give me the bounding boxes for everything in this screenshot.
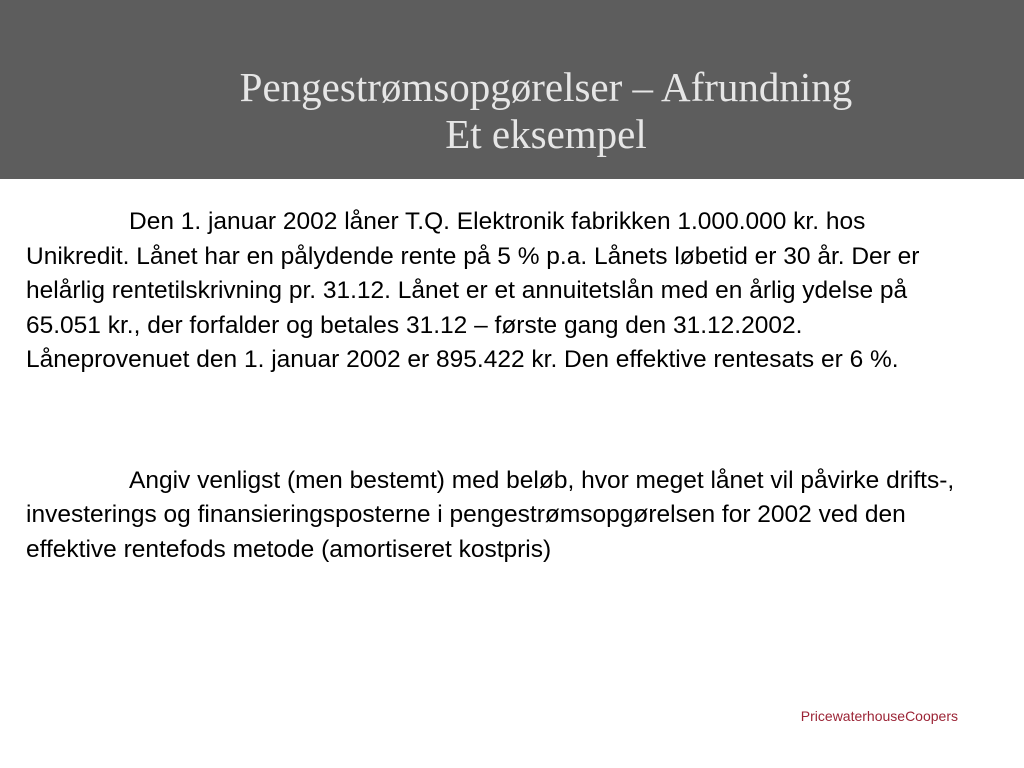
footer-brand: PricewaterhouseCoopers [800,708,958,724]
title-bar [0,0,1024,179]
slide-body [26,205,971,567]
slide-title [0,64,1024,158]
paragraph-loan-description: Den 1. januar 2002 låner T.Q. Elektronik fabrikken 1.000.000 kr. hos Unikredit. Lånet har en pålydende rente på 5 % p.a. Lånets løbetid er 30 år. Der er helårlig rentetilskrivning pr. 31.12. Lånet er et annuitetslån med en årlig ydelse på 65.051 kr., der forfalder og betales 31.12 – første gang den 31.12.2002. Låneprovenuet den 1. januar 2002 er 895.422 kr. Den effektive rentesats er 6 %. [26,208,920,373]
slide-title-line-2: Et eksempel [445,111,647,157]
slide-title-line-1: Pengestrømsopgørelser – Afrundning [239,64,853,110]
paragraph-task: Angiv venligst (men bestemt) med beløb, hvor meget lånet vil påvirke drifts-, investerings og finansieringsposterne i pengestrømsopgørelsen for 2002 ved den effektive rentefods metode (amortiseret kostpris) [26,466,955,563]
